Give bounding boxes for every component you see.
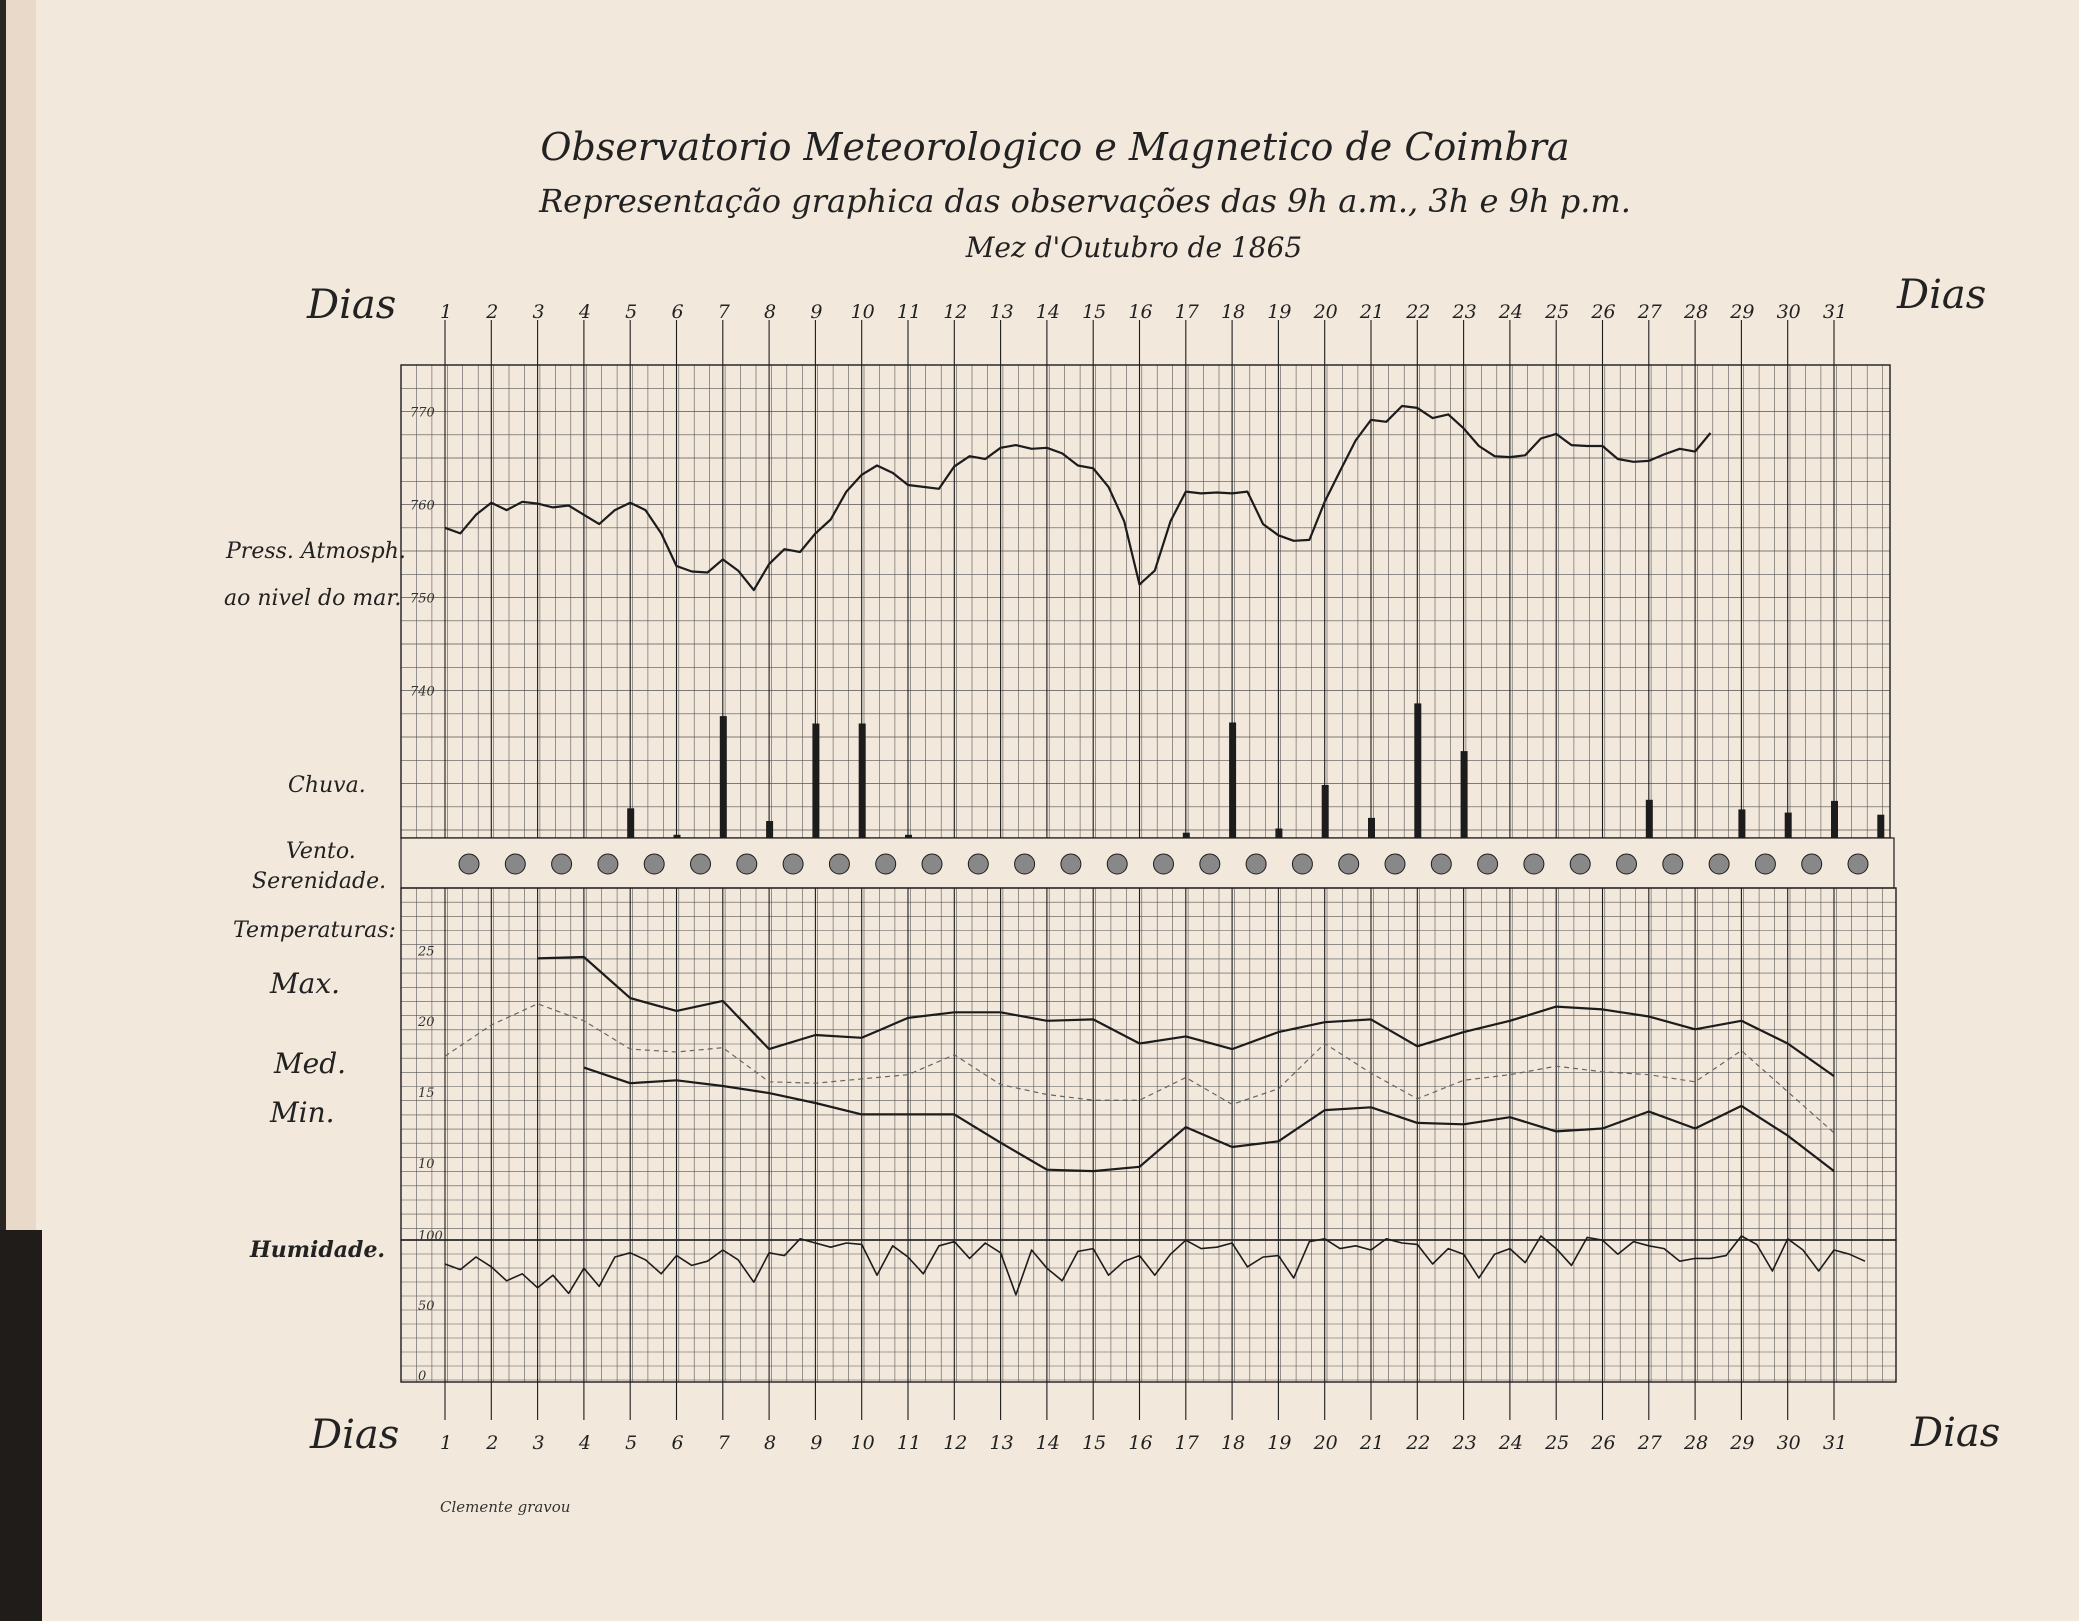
day-tick-top: 24	[1498, 301, 1523, 323]
day-tick-bottom: 20	[1313, 1432, 1338, 1454]
serenity-circle	[1015, 854, 1035, 874]
day-tick-bottom: 9	[810, 1432, 823, 1454]
plate-title: Observatorio Meteorologico e Magnetico de Coimbra	[540, 125, 1570, 169]
serenity-circle	[922, 854, 942, 874]
day-tick-top: 15	[1082, 301, 1107, 323]
day-tick-bottom: 24	[1498, 1432, 1523, 1454]
day-tick-top: 9	[810, 301, 823, 323]
humidity-tick-label: 0	[418, 1369, 427, 1384]
scan-corner	[0, 1230, 42, 1621]
day-tick-bottom: 27	[1637, 1432, 1662, 1454]
serenity-label: Serenidade.	[252, 869, 387, 894]
rain-bar	[766, 821, 773, 838]
day-tick-bottom: 22	[1406, 1432, 1431, 1454]
day-tick-bottom: 6	[671, 1432, 684, 1454]
rain-bar	[1738, 809, 1745, 838]
day-tick-bottom: 2	[486, 1432, 499, 1454]
day-tick-top: 21	[1359, 301, 1385, 323]
day-tick-bottom: 14	[1035, 1432, 1060, 1454]
rain-bar	[1785, 813, 1792, 838]
day-tick-bottom: 13	[989, 1432, 1014, 1454]
day-tick-top: 6	[671, 301, 684, 323]
day-tick-bottom: 30	[1776, 1432, 1801, 1454]
wind-label: Vento.	[286, 839, 356, 864]
day-tick-top: 8	[764, 301, 777, 323]
rain-bar	[1183, 833, 1190, 838]
day-tick-top: 18	[1221, 301, 1246, 323]
serenity-circle	[1478, 854, 1498, 874]
pressure-label: Press. Atmosph.	[226, 539, 406, 564]
dias-top-left: Dias	[307, 282, 397, 328]
temperature-tick-label: 15	[418, 1086, 435, 1102]
humidity-tick-label: 100	[418, 1229, 443, 1244]
day-tick-top: 1	[439, 301, 453, 323]
rain-bar	[1646, 800, 1653, 838]
day-tick-top: 2	[486, 301, 499, 323]
pressure-tick-label: 760	[410, 498, 435, 514]
day-tick-top: 11	[896, 301, 922, 323]
serenity-circle	[1200, 854, 1220, 874]
serenity-circle	[1802, 854, 1822, 874]
day-tick-top: 16	[1128, 301, 1153, 323]
rain-bar	[1275, 829, 1282, 839]
pressure-tick-label: 770	[410, 405, 435, 421]
day-tick-top: 30	[1776, 301, 1801, 323]
day-tick-bottom: 21	[1359, 1432, 1385, 1454]
serenity-circle	[783, 854, 803, 874]
day-tick-bottom: 4	[578, 1432, 591, 1454]
day-tick-bottom: 15	[1082, 1432, 1107, 1454]
plate-period: Mez d'Outubro de 1865	[965, 231, 1303, 264]
day-tick-bottom: 26	[1591, 1432, 1616, 1454]
serenity-circle	[1339, 854, 1359, 874]
serenity-circle	[1061, 854, 1081, 874]
rain-bar	[812, 724, 819, 839]
serenity-circle	[737, 854, 757, 874]
serenity-circle	[876, 854, 896, 874]
serenity-circle	[459, 854, 479, 874]
rain-bar	[1461, 751, 1468, 838]
serenity-circle	[644, 854, 664, 874]
rain-bar	[720, 716, 727, 838]
day-tick-top: 4	[578, 301, 591, 323]
day-tick-top: 28	[1684, 301, 1709, 323]
day-tick-top: 20	[1313, 301, 1338, 323]
day-tick-bottom: 5	[625, 1432, 638, 1454]
day-tick-bottom: 16	[1128, 1432, 1153, 1454]
humidity-label: Humidade.	[250, 1237, 386, 1263]
rain-bar	[627, 808, 634, 838]
day-tick-top: 5	[625, 301, 638, 323]
serenity-circle	[1848, 854, 1868, 874]
dias-bottom-right: Dias	[1911, 1410, 2001, 1456]
day-tick-top: 10	[850, 301, 875, 323]
day-tick-top: 25	[1545, 301, 1570, 323]
serenity-circle	[1292, 854, 1312, 874]
temperature-tick-label: 10	[418, 1157, 435, 1172]
rain-bar	[1229, 723, 1236, 839]
max-label: Max.	[270, 967, 341, 1000]
day-tick-bottom: 29	[1730, 1432, 1755, 1454]
rain-bar	[1414, 703, 1421, 838]
rain-bar	[1877, 815, 1884, 838]
serenity-circle	[1755, 854, 1775, 874]
serenity-circle	[691, 854, 711, 874]
med-label: Med.	[274, 1047, 347, 1080]
temperature-tick-label: 25	[418, 944, 435, 960]
day-tick-bottom: 25	[1545, 1432, 1570, 1454]
humidity-tick-label: 50	[418, 1299, 435, 1314]
dias-bottom-left: Dias	[310, 1412, 400, 1458]
rain-bar	[1322, 785, 1329, 838]
serenity-circle	[598, 854, 618, 874]
day-tick-top: 29	[1730, 301, 1755, 323]
dias-top-right: Dias	[1897, 272, 1987, 318]
rain-bar	[1831, 801, 1838, 838]
plate-subtitle: Representação graphica das observações das 9h a.m., 3h e 9h p.m.	[539, 182, 1631, 220]
min-label: Min.	[270, 1096, 335, 1129]
day-tick-bottom: 10	[850, 1432, 875, 1454]
day-tick-bottom: 28	[1684, 1432, 1709, 1454]
day-tick-top: 26	[1591, 301, 1616, 323]
day-tick-top: 31	[1822, 301, 1848, 323]
serenity-circle	[1709, 854, 1729, 874]
day-tick-bottom: 11	[896, 1432, 922, 1454]
rain-bar	[905, 835, 912, 838]
temperatures-label: Temperaturas:	[233, 918, 396, 943]
rain-bar	[674, 835, 681, 838]
pressure-tick-label: 750	[410, 591, 435, 607]
pressure-tick-label: 740	[410, 684, 435, 700]
serenity-circle	[1385, 854, 1405, 874]
day-tick-bottom: 1	[439, 1432, 453, 1454]
serenity-circle	[1524, 854, 1544, 874]
day-tick-top: 27	[1637, 301, 1662, 323]
day-tick-top: 3	[532, 301, 545, 323]
day-tick-top: 22	[1406, 301, 1431, 323]
serenity-circle	[1154, 854, 1174, 874]
serenity-circle	[1246, 854, 1266, 874]
day-tick-top: 17	[1174, 301, 1199, 323]
engraver-credit: Clemente gravou	[440, 1498, 571, 1516]
day-tick-top: 12	[943, 301, 968, 323]
day-tick-bottom: 12	[943, 1432, 968, 1454]
day-tick-bottom: 17	[1174, 1432, 1199, 1454]
day-tick-top: 14	[1035, 301, 1060, 323]
serenity-circle	[505, 854, 525, 874]
serenity-circle	[829, 854, 849, 874]
rain-label: Chuva.	[288, 773, 366, 798]
day-tick-bottom: 7	[717, 1432, 730, 1454]
day-tick-bottom: 18	[1221, 1432, 1246, 1454]
day-tick-top: 7	[717, 301, 730, 323]
serenity-circle	[552, 854, 572, 874]
day-tick-top: 13	[989, 301, 1014, 323]
day-tick-top: 19	[1267, 301, 1292, 323]
serenity-circle	[1431, 854, 1451, 874]
day-tick-top: 23	[1452, 301, 1477, 323]
serenity-circle	[1663, 854, 1683, 874]
day-tick-bottom: 3	[532, 1432, 545, 1454]
day-tick-bottom: 31	[1822, 1432, 1848, 1454]
serenity-circle	[1617, 854, 1637, 874]
day-tick-bottom: 23	[1452, 1432, 1477, 1454]
rain-bar	[1368, 818, 1375, 838]
temperature-tick-label: 20	[418, 1015, 435, 1031]
day-tick-bottom: 19	[1267, 1432, 1292, 1454]
serenity-circle	[1570, 854, 1590, 874]
serenity-circle	[968, 854, 988, 874]
rain-bar	[859, 724, 866, 839]
pressure-label-2: ao nivel do mar.	[224, 586, 402, 611]
serenity-circle	[1107, 854, 1127, 874]
day-tick-bottom: 8	[764, 1432, 777, 1454]
paper-bottom	[42, 1360, 2079, 1621]
